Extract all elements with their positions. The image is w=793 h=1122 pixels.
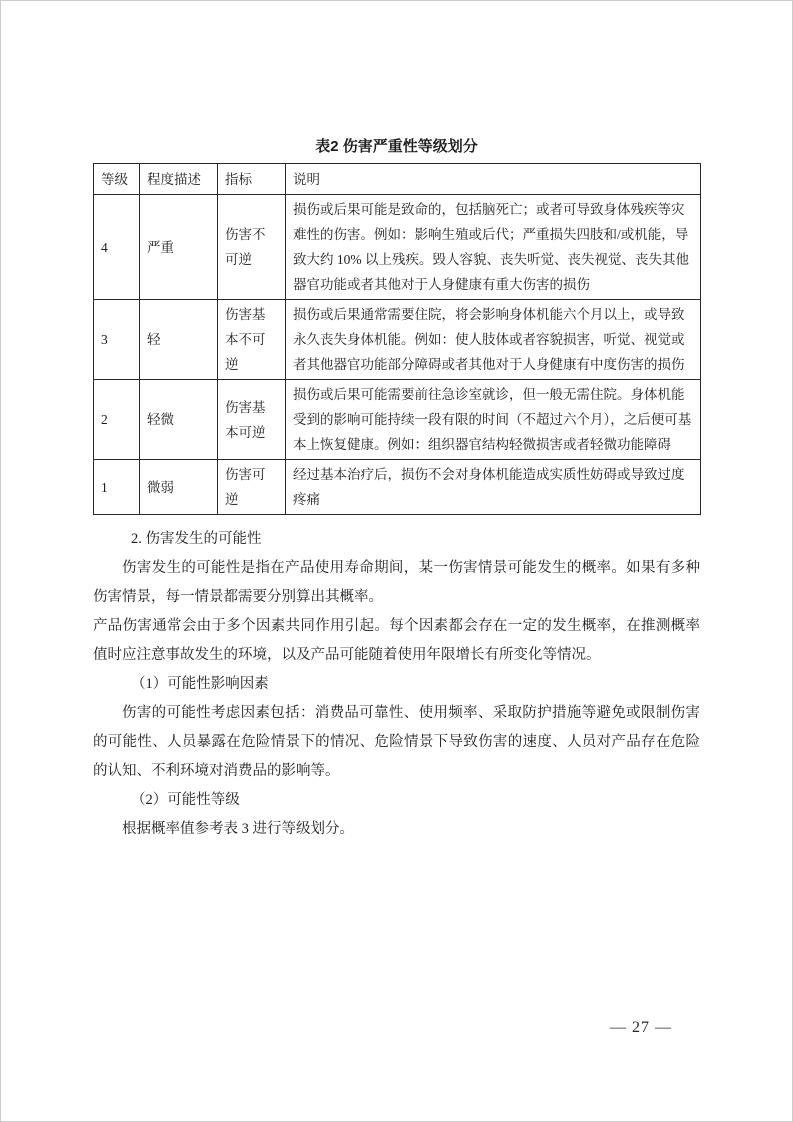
cell-indicator: 伤害不可逆 bbox=[218, 195, 286, 300]
paragraph-influence-factors: 伤害的可能性考虑因素包括：消费品可靠性、使用频率、采取防护措施等避免或限制伤害的可能性、人员暴露在危险情景下的情况、危险情景下导致伤害的速度、人员对产品存在危险的认知、不利环境对消费品的影响等。 bbox=[93, 705, 700, 779]
section-heading-2-1: （1）可能性影响因素 bbox=[131, 676, 269, 692]
paragraph-possibility-definition: 伤害发生的可能性是指在产品使用寿命期间，某一伤害情景可能发生的概率。如果有多种伤害情景，每一情景都需要分别算出其概率。 bbox=[93, 560, 700, 605]
severity-table bbox=[93, 163, 701, 515]
section-heading-2: 2. 伤害发生的可能性 bbox=[131, 531, 262, 547]
table-row bbox=[94, 195, 701, 300]
cell-degree: 严重 bbox=[140, 195, 218, 300]
section-heading-2-2: （2）可能性等级 bbox=[131, 792, 240, 808]
cell-description: 损伤或后果可能是致命的，包括脑死亡；或者可导致身体残疾等灾难性的伤害。例如：影响生殖或后代；严重损失四肢和/或机能，导致大约 10% 以上残疾。毁人容貌、丧失听觉、丧失视觉、丧失其他器官功能或者其他对于人身健康有重大伤害的损伤 bbox=[286, 195, 701, 300]
cell-degree: 轻 bbox=[140, 300, 218, 380]
cell-description: 损伤或后果通常需要住院，将会影响身体机能六个月以上，或导致永久丧失身体机能。例如：使人肢体或者容貌损害，听觉、视觉或者其他器官功能部分障碍或者其他对于人身健康有中度伤害的损伤 bbox=[286, 300, 701, 380]
cell-level: 4 bbox=[94, 195, 140, 300]
cell-indicator: 伤害可逆 bbox=[218, 460, 286, 515]
cell-degree: 轻微 bbox=[140, 380, 218, 460]
table-title: 表2 伤害严重性等级划分 bbox=[315, 138, 478, 155]
table-row bbox=[94, 380, 701, 460]
header-indicator: 指标 bbox=[218, 164, 286, 195]
cell-degree: 微弱 bbox=[140, 460, 218, 515]
cell-indicator: 伤害基本可逆 bbox=[218, 380, 286, 460]
cell-description: 经过基本治疗后，损伤不会对身体机能造成实质性妨碍或导致过度疼痛 bbox=[286, 460, 701, 515]
header-level: 等级 bbox=[94, 164, 140, 195]
cell-indicator: 伤害基本不可逆 bbox=[218, 300, 286, 380]
table-row bbox=[94, 460, 701, 515]
body-text bbox=[93, 525, 700, 844]
cell-level: 3 bbox=[94, 300, 140, 380]
paragraph-multiple-factors: 产品伤害通常会由于多个因素共同作用引起。每个因素都会存在一定的发生概率，在推测概率值时应注意事故发生的环境，以及产品可能随着使用年限增长有所变化等情况。 bbox=[93, 618, 700, 663]
document-content bbox=[93, 138, 700, 844]
cell-description: 损伤或后果可能需要前往急诊室就诊，但一般无需住院。身体机能受到的影响可能持续一段有限的时间（不超过六个月），之后便可基本上恢复健康。例如：组织器官结构轻微损害或者轻微功能障碍 bbox=[286, 380, 701, 460]
page-number: — 27 — bbox=[610, 1019, 672, 1036]
table-header-row bbox=[94, 164, 701, 195]
paragraph-probability-table-ref: 根据概率值参考表 3 进行等级划分。 bbox=[122, 821, 354, 837]
table-row bbox=[94, 300, 701, 380]
cell-level: 1 bbox=[94, 460, 140, 515]
header-description: 说明 bbox=[286, 164, 701, 195]
cell-level: 2 bbox=[94, 380, 140, 460]
header-degree: 程度描述 bbox=[140, 164, 218, 195]
